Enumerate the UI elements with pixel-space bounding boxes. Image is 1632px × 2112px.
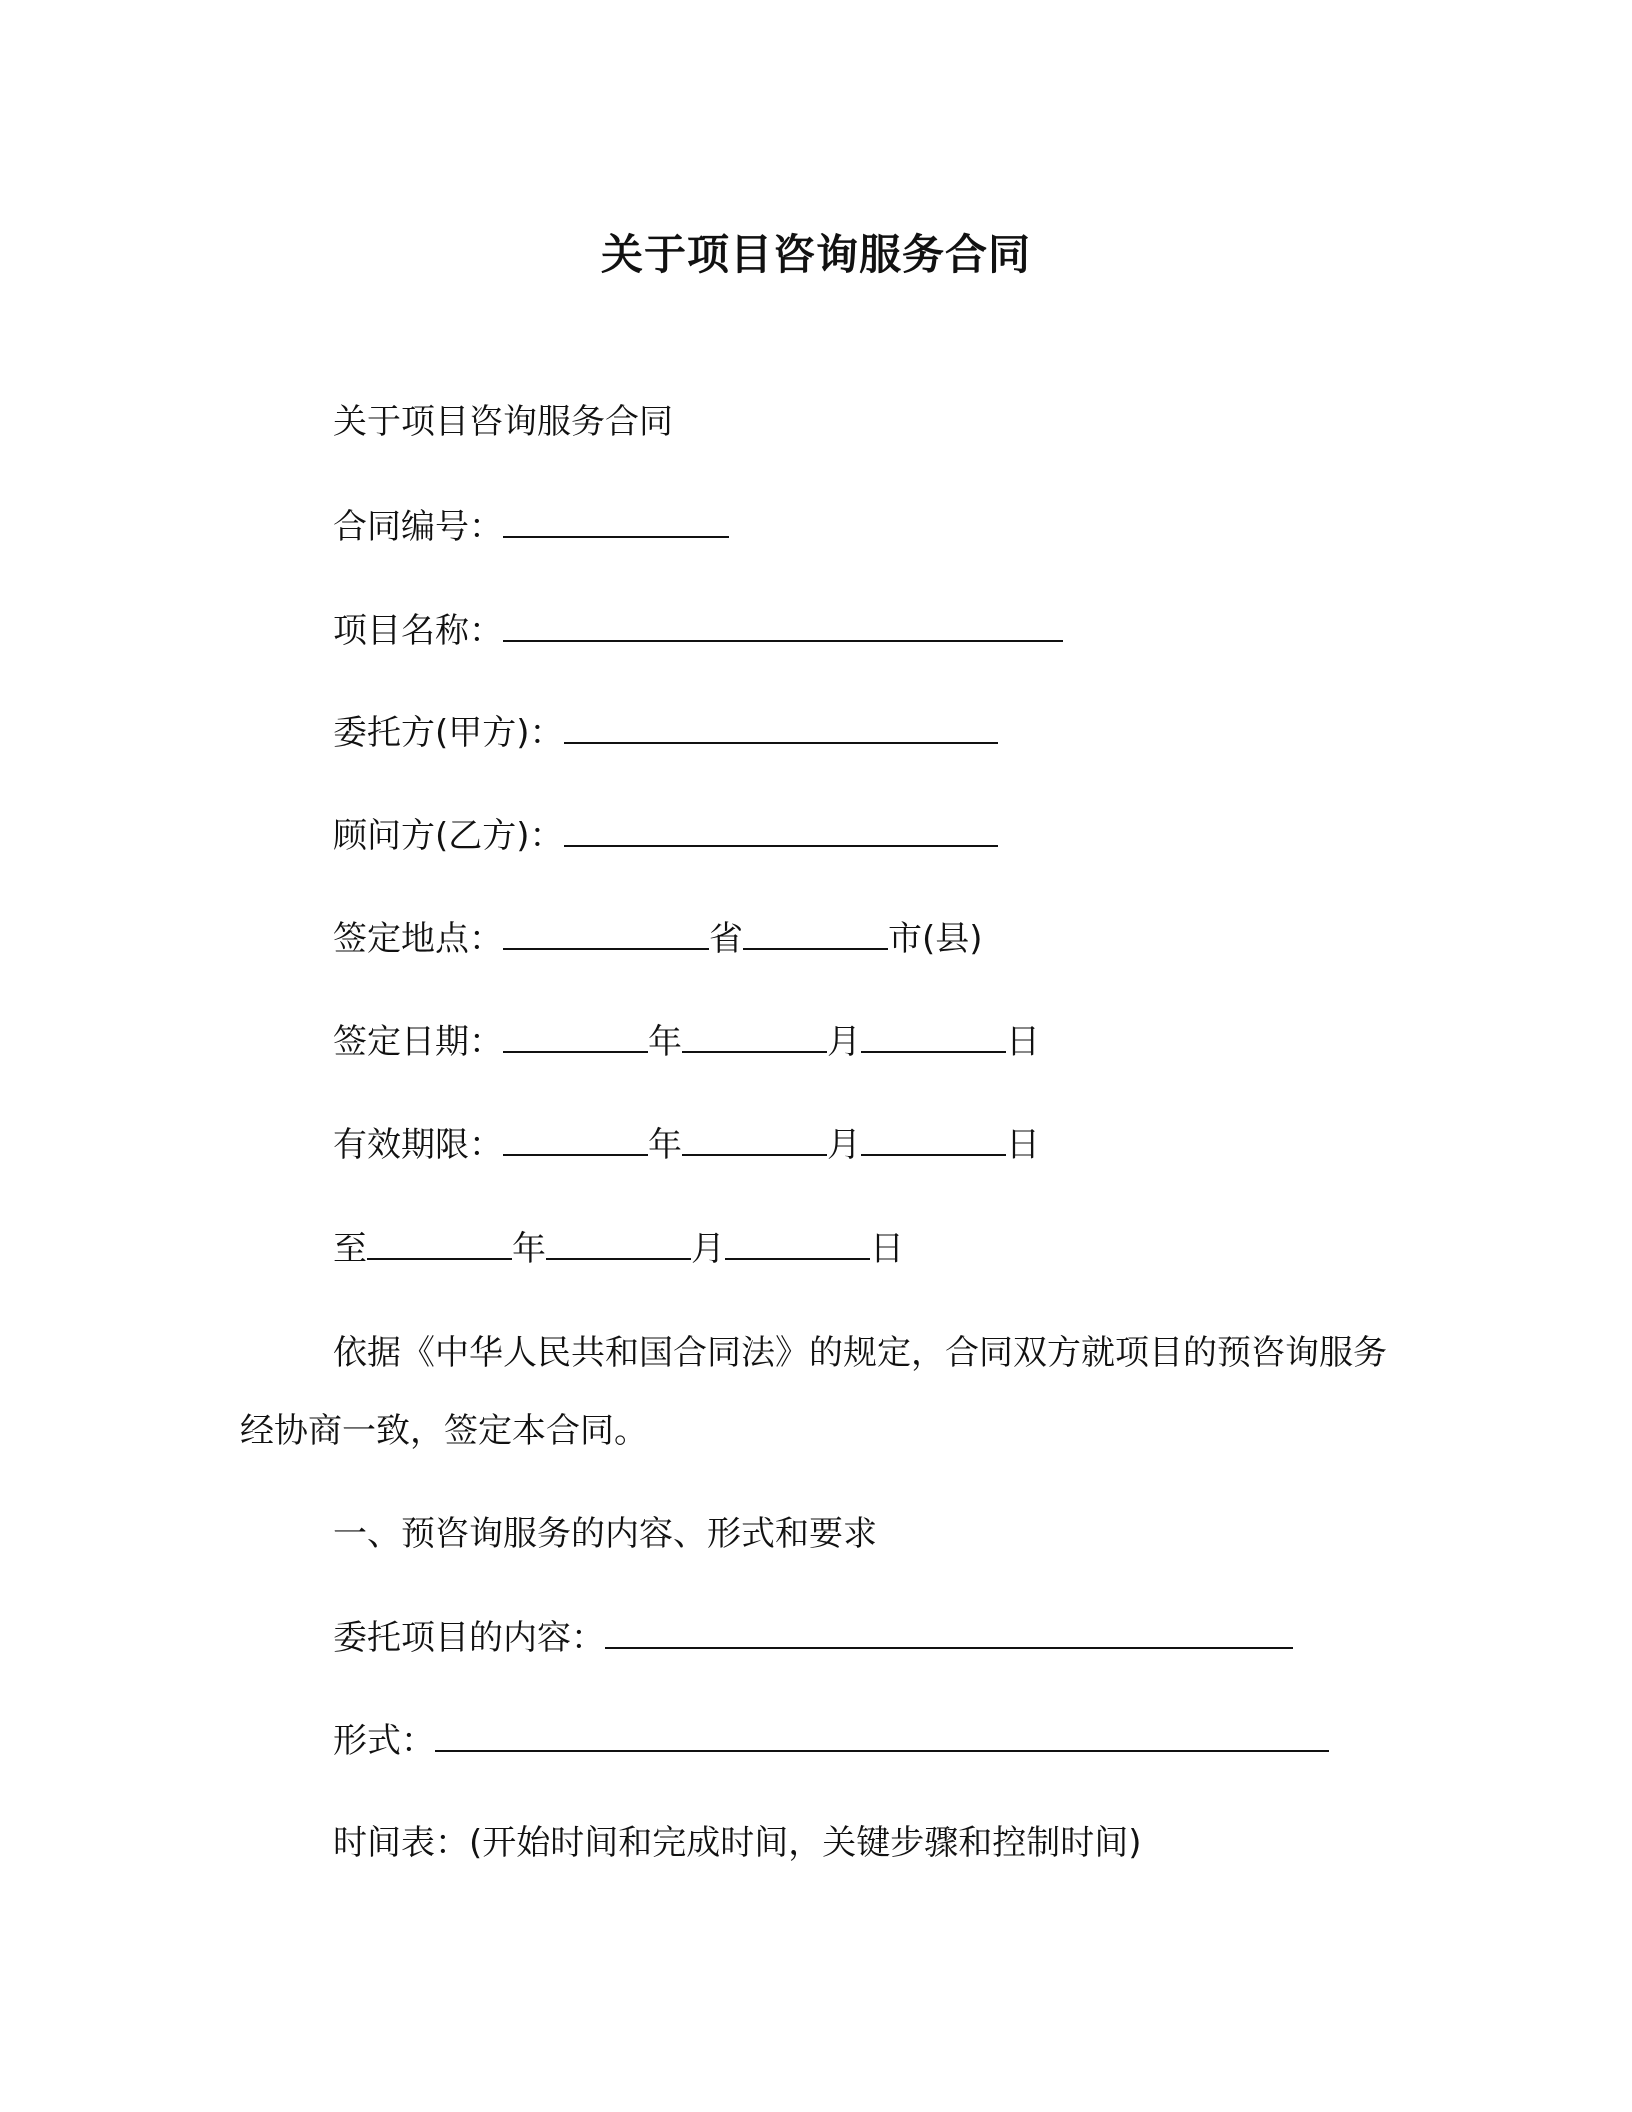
signing-year-blank[interactable] — [503, 1021, 648, 1053]
province-blank[interactable] — [503, 918, 709, 950]
day-text: 日 — [1006, 1125, 1040, 1165]
client-label: 委托方(甲方)： — [333, 713, 564, 753]
month-text: 月 — [827, 1125, 861, 1165]
consultant-blank[interactable] — [564, 815, 998, 847]
project-name-blank[interactable] — [503, 610, 1063, 642]
year-text: 年 — [648, 1022, 682, 1062]
signing-place-line — [333, 918, 983, 959]
contract-number-label: 合同编号： — [333, 507, 503, 547]
preamble-paragraph: 依据《中华人民共和国合同法》的规定，合同双方就项目的预咨询服务经协商一致，签定本合同。 — [240, 1333, 1387, 1451]
validity-month-blank[interactable] — [682, 1124, 827, 1156]
project-name-label: 项目名称： — [333, 611, 503, 651]
end-year-blank[interactable] — [367, 1228, 512, 1260]
end-month-blank[interactable] — [546, 1228, 691, 1260]
signing-day-blank[interactable] — [861, 1021, 1006, 1053]
day-text: 日 — [870, 1229, 904, 1269]
validity-label: 有效期限： — [333, 1125, 503, 1165]
validity-year-blank[interactable] — [503, 1124, 648, 1156]
signing-month-blank[interactable] — [682, 1021, 827, 1053]
section-1-heading: 一、预咨询服务的内容、形式和要求 — [333, 1514, 877, 1554]
year-text: 年 — [648, 1125, 682, 1165]
content-label: 委托项目的内容： — [333, 1618, 605, 1658]
end-day-blank[interactable] — [725, 1228, 870, 1260]
form-line — [333, 1720, 1329, 1761]
document-subtitle: 关于项目咨询服务合同 — [333, 402, 673, 442]
schedule-line: 时间表：(开始时间和完成时间，关键步骤和控制时间) — [333, 1823, 1142, 1863]
city-text: 市(县) — [888, 919, 983, 959]
validity-line — [333, 1124, 1040, 1165]
content-blank[interactable] — [605, 1617, 1293, 1649]
day-text: 日 — [1006, 1022, 1040, 1062]
year-text: 年 — [512, 1229, 546, 1269]
form-blank[interactable] — [435, 1720, 1329, 1752]
consultant-line — [333, 815, 998, 856]
contract-number-blank[interactable] — [503, 506, 729, 538]
to-label: 至 — [333, 1229, 367, 1269]
signing-place-label: 签定地点： — [333, 919, 503, 959]
contract-number-line — [333, 506, 729, 547]
consultant-label: 顾问方(乙方)： — [333, 816, 564, 856]
month-text: 月 — [827, 1022, 861, 1062]
validity-end-line — [333, 1228, 904, 1269]
form-label: 形式： — [333, 1721, 435, 1761]
content-line — [333, 1617, 1293, 1658]
province-text: 省 — [709, 919, 743, 959]
month-text: 月 — [691, 1229, 725, 1269]
client-line — [333, 712, 998, 753]
project-name-line — [333, 610, 1063, 651]
document-title: 关于项目咨询服务合同 — [600, 230, 1031, 279]
validity-day-blank[interactable] — [861, 1124, 1006, 1156]
signing-date-line — [333, 1021, 1040, 1062]
client-blank[interactable] — [564, 712, 998, 744]
city-blank[interactable] — [743, 918, 888, 950]
signing-date-label: 签定日期： — [333, 1022, 503, 1062]
